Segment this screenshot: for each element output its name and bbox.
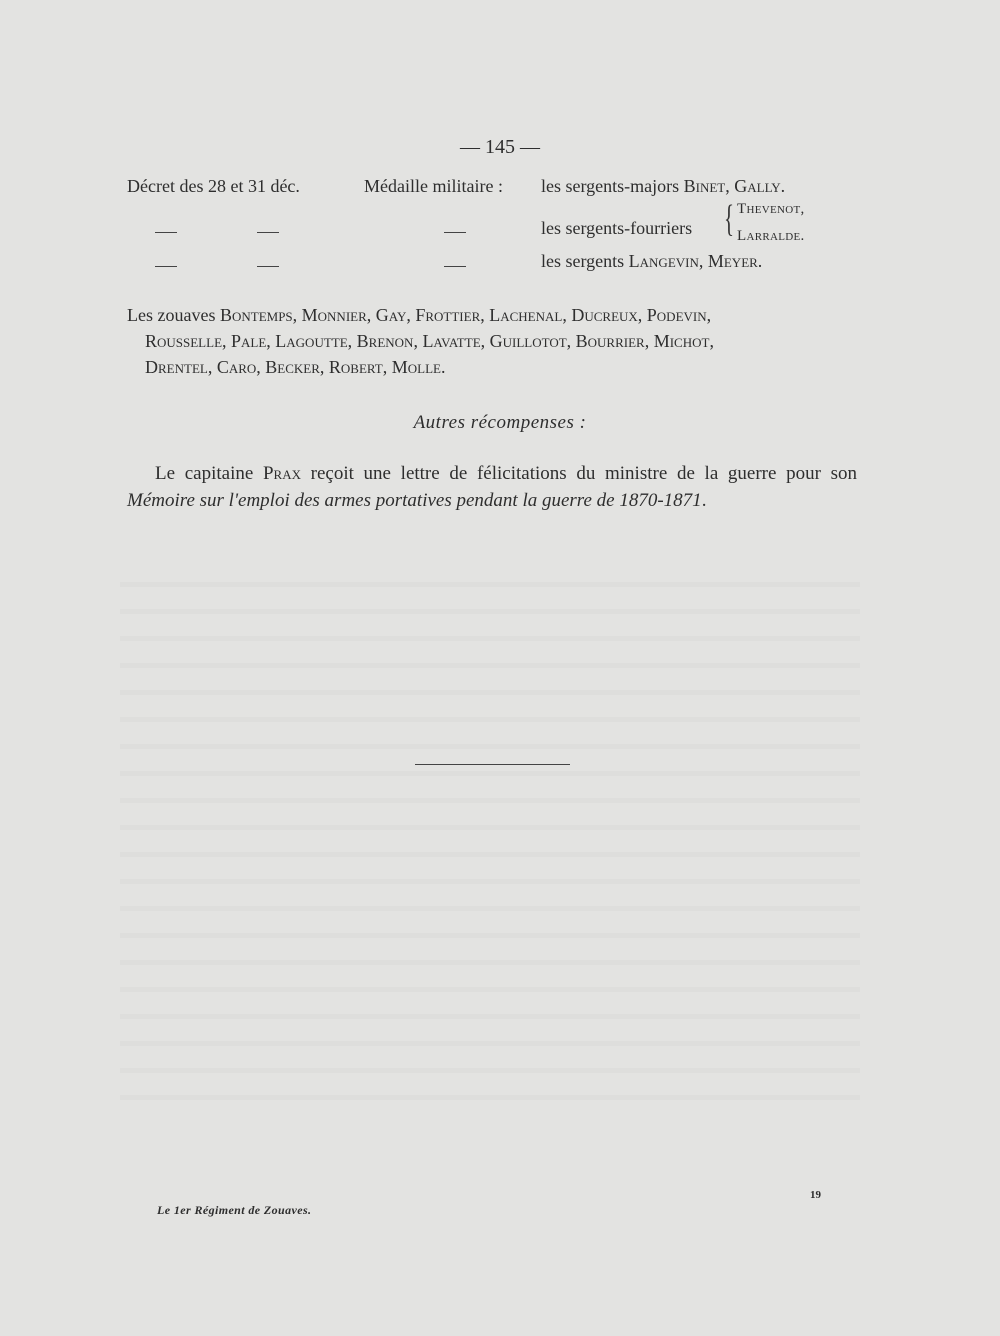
zouaves-lead: Les zouaves	[127, 305, 216, 325]
paragraph-text-start: Le capitaine	[155, 463, 254, 484]
zouaves-names-line-1: Bontemps, Monnier, Gay, Frottier, Lachenal, Ducreux, Podevin,	[219, 305, 712, 325]
section-divider	[415, 764, 570, 765]
award-names: Larralde.	[737, 228, 805, 244]
zouaves-names-line-3: Drentel, Caro, Becker, Robert, Molle.	[145, 357, 446, 377]
captain-name: Prax	[262, 463, 301, 484]
work-title: Mémoire sur l'emploi des armes portatives pendant la guerre de 1870-1871	[127, 490, 702, 511]
award-names: Langevin, Meyer.	[628, 251, 763, 271]
rank-label: les sergents	[541, 251, 625, 271]
award-row-1	[541, 176, 785, 197]
signature-number: 19	[810, 1189, 821, 1201]
decree-label: Décret des 28 et 31 déc.	[127, 176, 300, 196]
medal-label: Médaille militaire :	[364, 176, 503, 196]
ditto-dash	[155, 266, 177, 267]
award-names: Thevenot,	[737, 201, 805, 217]
ditto-dash	[444, 266, 466, 267]
ditto-dash	[257, 266, 279, 267]
award-row-3	[541, 251, 762, 272]
rank-label: les sergents-fourriers	[541, 218, 693, 238]
footer-title: Le 1er Régiment de Zouaves.	[157, 1203, 312, 1217]
zouaves-names-line-2: Rousselle, Pale, Lagoutte, Brenon, Lavatte, Guillotot, Bourrier, Michot,	[145, 331, 714, 351]
rank-label: les sergents-majors	[541, 176, 680, 196]
award-names: Binet, Gally.	[683, 176, 786, 196]
rewards-paragraph	[127, 460, 857, 514]
section-heading: Autres récompenses :	[413, 412, 587, 433]
zouaves-list	[127, 302, 862, 380]
brace-symbol: {	[724, 198, 735, 240]
ditto-dash	[444, 232, 466, 233]
page-number: — 145 —	[460, 136, 540, 158]
paragraph-text-end: .	[701, 490, 707, 511]
bleed-through-shadow	[120, 560, 860, 1120]
paragraph-text-mid: reçoit une lettre de félicitations du ministre de la guerre pour son	[310, 463, 858, 484]
ditto-dash	[257, 232, 279, 233]
ditto-dash	[155, 232, 177, 233]
